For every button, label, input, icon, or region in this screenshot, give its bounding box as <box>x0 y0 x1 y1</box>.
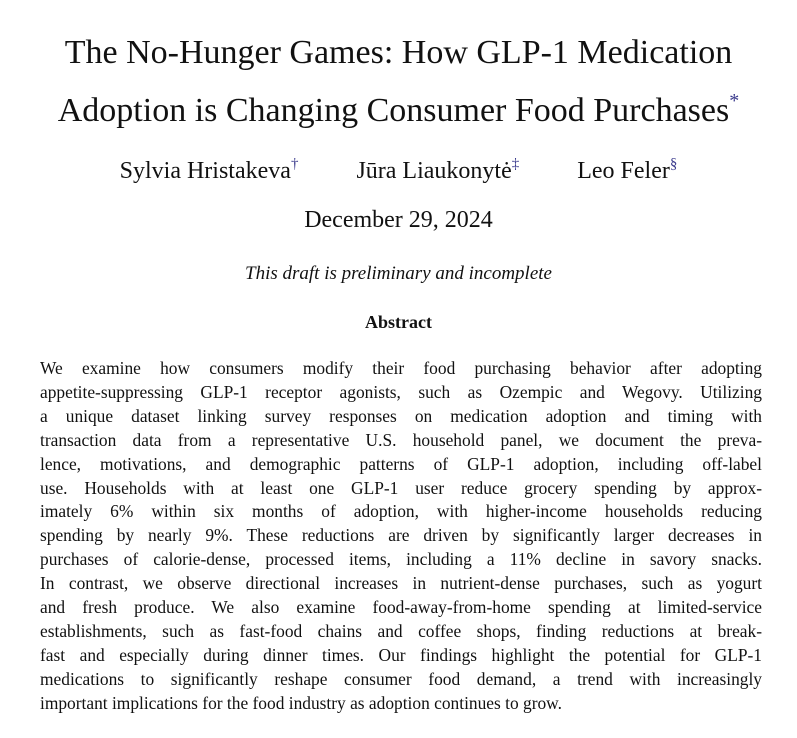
title-footnote-mark[interactable]: * <box>729 90 740 112</box>
author-2-name: Jūra Liaukonytė <box>356 158 512 184</box>
abstract-line: fast and especially during dinner times. Our findings highlight the potential for GLP-1 <box>40 644 762 665</box>
title-line-2 <box>0 82 797 140</box>
abstract-line: transaction data from a representative U.S. household panel, we document the preva- <box>40 429 762 450</box>
abstract-line: appetite-suppressing GLP-1 receptor agonists, such as Ozempic and Wegovy. Utilizing <box>40 381 762 402</box>
abstract-line: a unique dataset linking survey responses on medication adoption and timing with <box>40 405 762 426</box>
author-1-footnote-mark[interactable]: † <box>290 156 299 172</box>
abstract-line: imately 6% within six months of adoption, with higher-income households reducing <box>40 501 762 522</box>
abstract-line: and fresh produce. We also examine food-away-from-home spending at limited-service <box>40 597 762 618</box>
author-list <box>0 156 797 186</box>
abstract-heading: Abstract <box>365 312 432 332</box>
paper-title <box>0 24 797 140</box>
abstract-line: purchases of calorie-dense, processed items, including a 11% decline in savory snacks. <box>40 549 762 570</box>
draft-note: This draft is preliminary and incomplete <box>245 263 552 284</box>
author-3-name: Leo Feler <box>577 158 670 184</box>
abstract-line: establishments, such as fast-food chains and coffee shops, finding reductions at break- <box>40 620 762 641</box>
author-3-footnote-mark[interactable]: § <box>669 156 678 172</box>
abstract-line: In contrast, we observe directional increases in nutrient-dense purchases, such as yogurt <box>40 573 762 594</box>
abstract-line: use. Households with at least one GLP-1 user reduce grocery spending by approx- <box>40 477 762 498</box>
abstract-line: important implications for the food industry as adoption continues to grow. <box>40 692 562 713</box>
author-2-footnote-mark[interactable]: ‡ <box>511 156 520 172</box>
author-3 <box>577 156 677 186</box>
author-1 <box>120 156 299 186</box>
abstract-line: We examine how consumers modify their food purchasing behavior after adopting <box>40 358 762 378</box>
author-2 <box>356 156 519 186</box>
publication-date: December 29, 2024 <box>304 207 493 233</box>
author-1-name: Sylvia Hristakeva <box>119 158 291 184</box>
abstract-body <box>40 357 762 716</box>
abstract-line: medications to significantly reshape consumer food demand, a trend with increasingly <box>40 668 762 689</box>
abstract-line: lence, motivations, and demographic patterns of GLP-1 adoption, including off-label <box>40 453 762 474</box>
abstract-line: spending by nearly 9%. These reductions are driven by significantly larger decreases in <box>40 525 762 546</box>
title-line-2-text: Adoption is Changing Consumer Food Purchases <box>57 92 730 129</box>
title-line-1: The No-Hunger Games: How GLP-1 Medication <box>64 34 733 71</box>
